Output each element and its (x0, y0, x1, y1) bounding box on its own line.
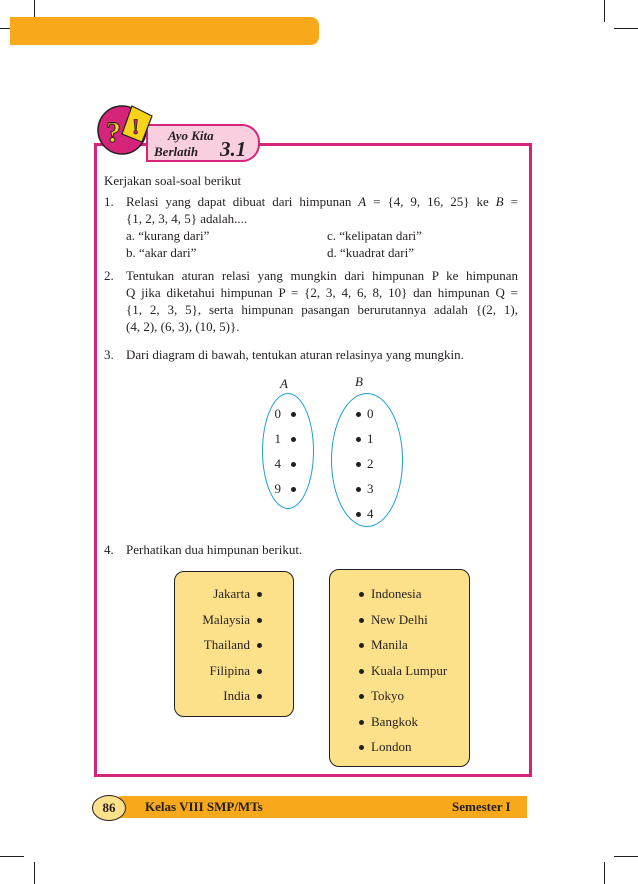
instruction-text: Kerjakan soal-soal berikut (104, 173, 242, 188)
element-dot (257, 669, 262, 674)
element-dot (359, 720, 364, 725)
element-dot (359, 592, 364, 597)
set-b-member: 2 (367, 456, 374, 471)
badge-title-line2: Berlatih (154, 144, 199, 159)
crop-mark (614, 856, 638, 857)
set-a-member: 9 (274, 481, 281, 496)
element-dot (359, 669, 364, 674)
semester-label: Semester I (452, 799, 511, 814)
badge-title-line1: Ayo Kita (168, 128, 214, 143)
city-item: Indonesia (371, 586, 422, 601)
element-dot (257, 618, 262, 623)
question-number: 4. (104, 542, 114, 557)
element-dot (359, 643, 364, 648)
question-1-word: ke (476, 194, 489, 209)
country-item: Thailand (203, 637, 250, 652)
question-1-word: A (358, 194, 367, 209)
book-title: Kelas VIII SMP/MTs (145, 799, 263, 814)
question-2-line4: (4, 2), (6, 3), (10, 5)}. (126, 319, 240, 334)
crop-mark (34, 862, 35, 884)
crop-mark (604, 0, 605, 22)
question-1-word: = (373, 194, 381, 209)
element-dot (291, 412, 296, 417)
question-1-word: 9, (410, 194, 421, 209)
question-1-word: {4, (387, 194, 404, 209)
city-item: Tokyo (371, 688, 405, 703)
city-item: New Delhi (371, 611, 428, 627)
crop-mark (614, 28, 638, 29)
option-b: b. “akar dari” (126, 245, 197, 260)
question-1-word: B (495, 194, 504, 209)
question-1-word: 25} (450, 194, 470, 209)
element-dot (291, 437, 296, 442)
set-a-member: 0 (274, 406, 281, 421)
svg-text:?: ? (106, 116, 121, 149)
question-mark-icon (92, 98, 156, 162)
question-number: 2. (104, 268, 114, 283)
svg-text:!: ! (132, 114, 140, 139)
question-2-line1: Tentukan aturan relasi yang mungkin dari himpunan P ke himpunan (126, 268, 518, 283)
city-item: London (371, 739, 412, 754)
country-item: Malaysia (202, 611, 250, 627)
element-dot (257, 694, 262, 699)
option-c: c. “kelipatan dari” (327, 228, 422, 243)
set-a-label: A (280, 376, 288, 391)
exercise-badge (146, 124, 260, 162)
city-item: Manila (371, 637, 408, 652)
badge-number: 3.1 (220, 137, 247, 161)
set-b-label: B (355, 374, 363, 389)
question-number: 3. (104, 347, 114, 362)
element-dot (356, 437, 361, 442)
question-2-line2: Q jika diketahui himpunan P = {2, 3, 4, 6, 8, 10} dan himpunan Q = (126, 285, 518, 300)
question-1-line1 (126, 193, 518, 210)
header-band (10, 17, 319, 45)
country-item: Jakarta (213, 586, 250, 601)
question-1-word: Relasi (126, 194, 159, 209)
city-item: Kuala Lumpur (371, 662, 448, 678)
element-dot (359, 694, 364, 699)
element-dot (257, 643, 262, 648)
question-1-word: yang (165, 194, 191, 209)
question-4-text: Perhatikan dua himpunan berikut. (126, 542, 303, 557)
question-1-word: 16, (427, 194, 444, 209)
question-1-word: = (510, 194, 518, 209)
country-item: Filipina (209, 662, 250, 678)
city-item: Bangkok (371, 713, 418, 729)
element-dot (359, 745, 364, 750)
question-1-line2: {1, 2, 3, 4, 5} adalah.... (126, 211, 248, 226)
question-1-word: dapat (197, 194, 226, 209)
set-a-member: 4 (274, 456, 281, 471)
crop-mark (604, 862, 605, 884)
question-3-text: Dari diagram di bawah, tentukan aturan relasinya yang mungkin. (126, 347, 464, 362)
question-2-line3: {1, 2, 3, 5}, serta himpunan pasangan berurutannya adalah {(2, 1), (126, 302, 518, 317)
element-dot (291, 487, 296, 492)
element-dot (356, 487, 361, 492)
country-item: India (223, 688, 250, 703)
option-d: d. “kuadrat dari” (327, 245, 414, 260)
element-dot (356, 512, 361, 517)
set-a-member: 1 (274, 431, 281, 446)
page-number: 86 (92, 795, 126, 821)
element-dot (257, 592, 262, 597)
set-a-ellipse (262, 393, 314, 509)
question-1-word: dari (272, 194, 293, 209)
set-b-member: 4 (367, 506, 374, 521)
set-b-member: 0 (367, 406, 374, 421)
question-number: 1. (104, 194, 114, 209)
question-1-word: dibuat (232, 194, 266, 209)
crop-mark (0, 856, 24, 857)
element-dot (291, 462, 296, 467)
element-dot (359, 618, 364, 623)
question-1-word: himpunan (299, 194, 352, 209)
set-b-member: 3 (367, 481, 374, 496)
set-b-member: 1 (367, 431, 374, 446)
element-dot (356, 412, 361, 417)
option-a: a. “kurang dari” (126, 228, 210, 243)
element-dot (356, 462, 361, 467)
